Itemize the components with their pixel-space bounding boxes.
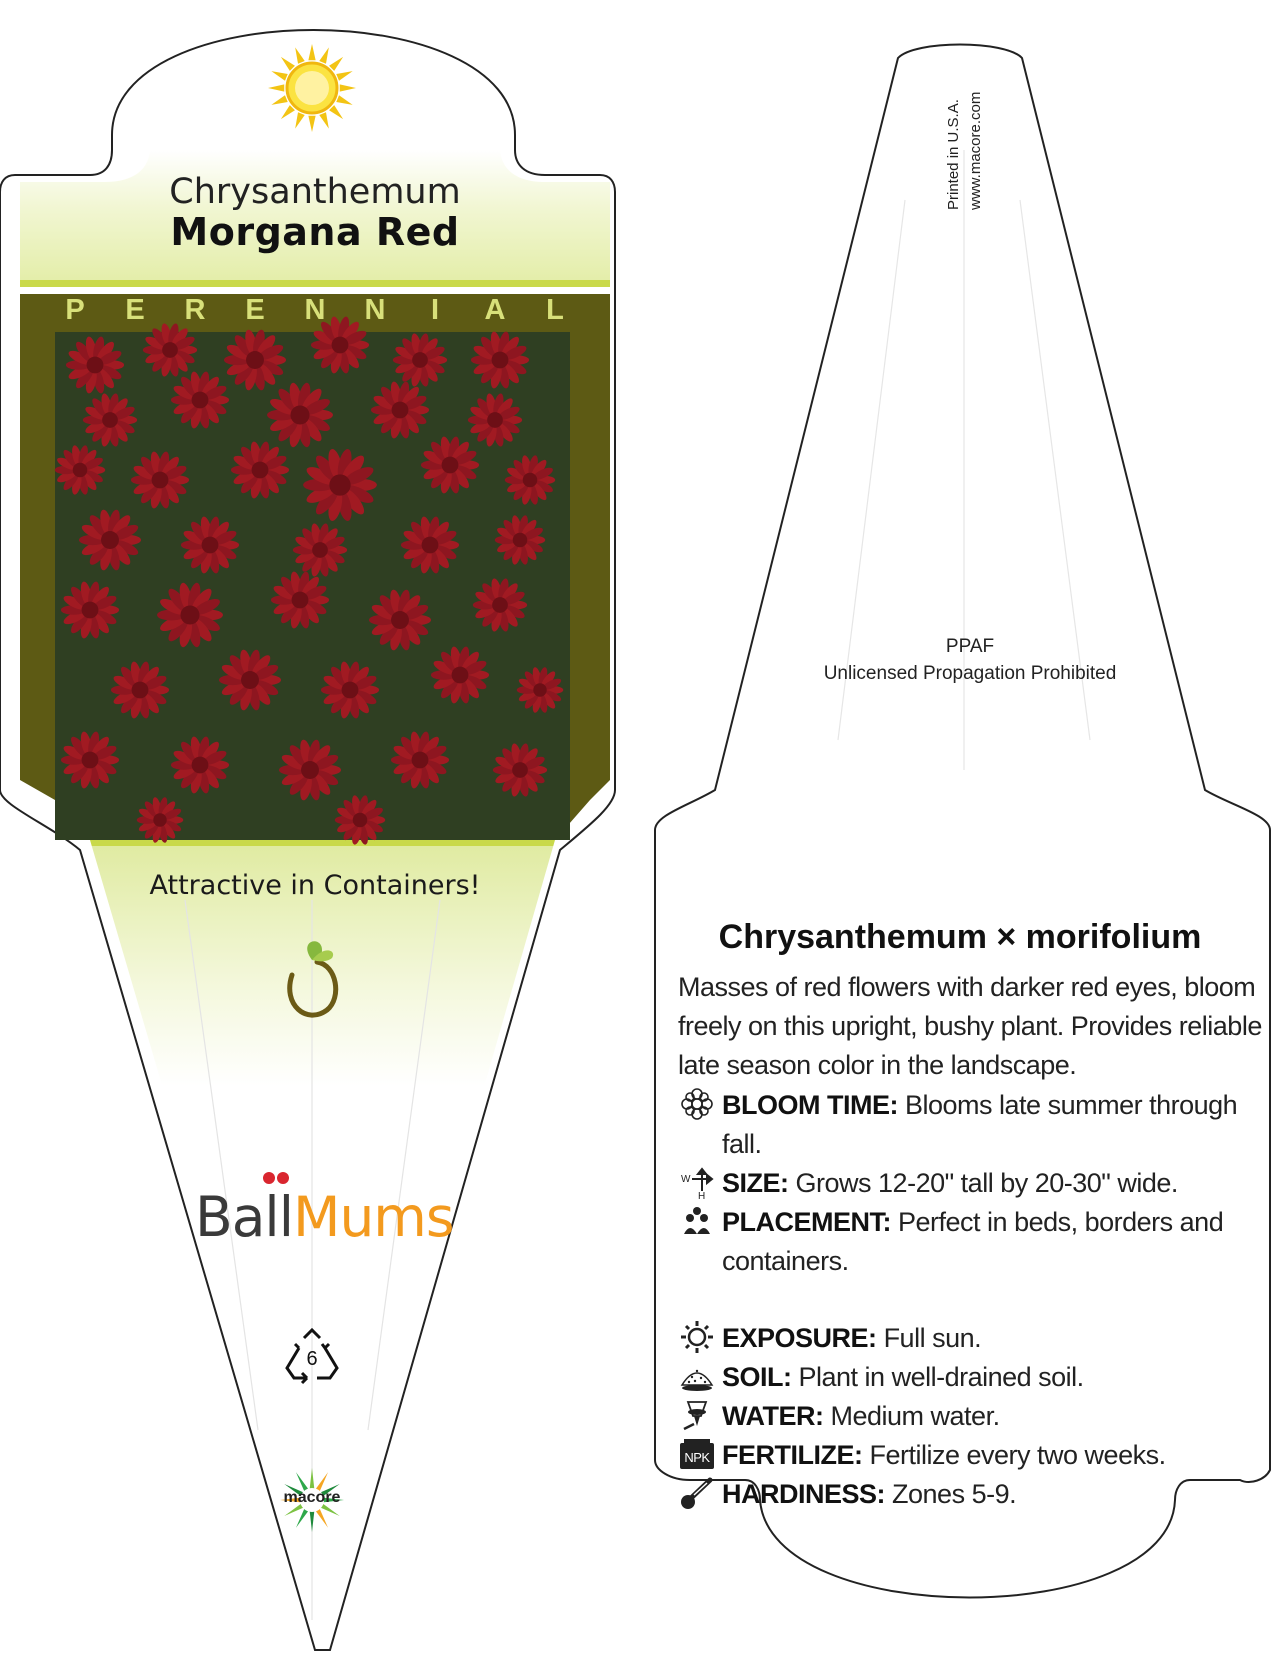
care-text: Plant in well-drained soil. <box>798 1362 1084 1392</box>
care-text: Blooms late summer through fall. <box>722 1090 1238 1159</box>
care-item-exposure <box>678 1319 1268 1358</box>
care-label: SIZE: <box>722 1168 789 1198</box>
printed-in: Printed in U.S.A. <box>945 99 962 210</box>
printed-url: www.macore.com <box>967 91 984 210</box>
flower-icon <box>678 1086 716 1122</box>
soil-icon <box>678 1358 716 1394</box>
care-list <box>678 1086 1268 1514</box>
care-label: FERTILIZE: <box>722 1440 863 1470</box>
thermometer-icon <box>678 1475 716 1511</box>
care-label: PLACEMENT: <box>722 1207 891 1237</box>
care-item-placement <box>678 1203 1268 1281</box>
care-text: Zones 5-9. <box>892 1479 1017 1509</box>
care-text: Medium water. <box>830 1401 1000 1431</box>
plant-description: Masses of red flowers with darker red eyes, bloom freely on this upright, bushy plant. Provides reliable late season color in the landscape. <box>678 972 1262 1080</box>
ppaf-notice <box>820 633 1120 687</box>
care-text: Perfect in beds, borders and containers. <box>722 1207 1224 1276</box>
care-item-fertilize <box>678 1436 1268 1475</box>
care-item-hardiness <box>678 1475 1268 1514</box>
care-label: BLOOM TIME: <box>722 1090 898 1120</box>
npk-icon <box>678 1436 716 1472</box>
category-letter: I <box>430 294 440 326</box>
category-letter: L <box>546 294 564 326</box>
care-text: Full sun. <box>883 1323 982 1353</box>
placement-icon <box>678 1203 716 1239</box>
sun-icon <box>268 44 356 132</box>
title-rule <box>20 280 610 287</box>
care-label: SOIL: <box>722 1362 792 1392</box>
recycle-number: 6 <box>306 1348 318 1370</box>
care-label: EXPOSURE: <box>722 1323 877 1353</box>
category-letter: N <box>364 294 386 326</box>
watering-can-icon <box>678 1397 716 1433</box>
care-text: Grows 12-20" tall by 20-30" wide. <box>795 1168 1178 1198</box>
plant-genus: Chrysanthemum <box>169 172 461 212</box>
plant-variety: Morgana Red <box>170 210 460 254</box>
category-letter: R <box>184 294 206 326</box>
care-label: WATER: <box>722 1401 824 1431</box>
plant-photo <box>55 316 570 846</box>
category-label <box>60 294 570 328</box>
ballmums-logo <box>195 1185 454 1249</box>
brand-dot <box>277 1172 289 1184</box>
category-letter: E <box>125 294 145 326</box>
svg-text:W: W <box>681 1174 690 1185</box>
care-label: HARDINESS: <box>722 1479 886 1509</box>
ppaf-line2: Unlicensed Propagation Prohibited <box>823 663 1117 684</box>
care-item-water <box>678 1397 1268 1436</box>
care-item-soil <box>678 1358 1268 1397</box>
species-name: Chrysanthemum × morifolium <box>718 918 1202 956</box>
svg-text:NPK: NPK <box>684 1450 710 1465</box>
ppaf-line1: PPAF <box>945 636 995 657</box>
brand-mums: Mums <box>293 1185 454 1249</box>
size-icon <box>678 1164 716 1200</box>
macore-logo-text: macore <box>283 1489 341 1506</box>
care-item-bloom <box>678 1086 1268 1164</box>
category-letter: A <box>484 294 506 326</box>
svg-text:H: H <box>698 1191 705 1199</box>
category-letter: N <box>304 294 326 326</box>
category-letter: P <box>65 294 85 326</box>
brand-dot <box>263 1172 275 1184</box>
tagline: Attractive in Containers! <box>149 870 481 901</box>
care-item-size <box>678 1164 1268 1203</box>
sun-outline-icon <box>678 1319 716 1355</box>
category-letter: E <box>245 294 265 326</box>
brand-ball: Ball <box>195 1185 293 1249</box>
care-text: Fertilize every two weeks. <box>869 1440 1166 1470</box>
